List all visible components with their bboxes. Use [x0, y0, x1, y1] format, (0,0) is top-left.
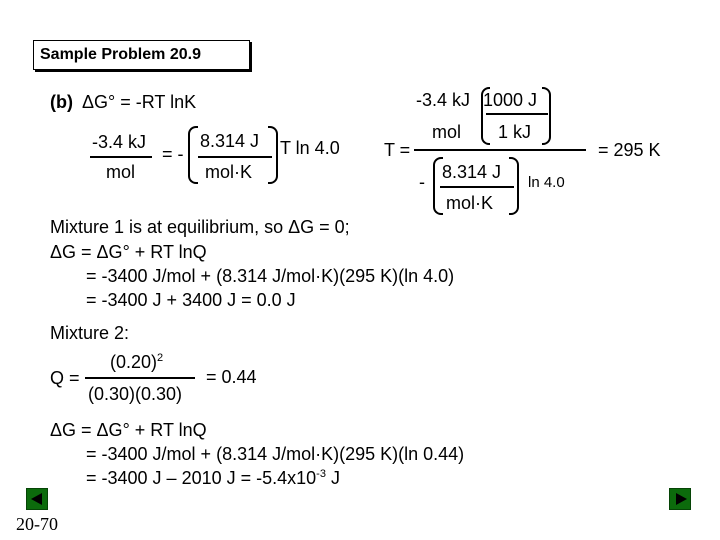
t-label: T =	[384, 140, 411, 160]
lnk-den2: mol·K	[205, 162, 253, 182]
paren-right	[268, 126, 278, 184]
mixture2-heading: Mixture 2:	[50, 323, 130, 343]
t-num-a: -3.4 kJ	[416, 90, 471, 110]
t-r-num: 8.314 J	[442, 162, 502, 182]
fraction-bar	[486, 113, 548, 115]
t-ln: ln 4.0	[528, 174, 565, 191]
problem-title: Sample Problem 20.9	[33, 40, 250, 70]
page-number: 20-70	[16, 514, 58, 534]
paren-right	[509, 157, 519, 215]
t-r-den: mol·K	[446, 193, 494, 213]
part-label: (b)	[50, 92, 73, 112]
fraction-bar	[440, 186, 514, 188]
mixture1-line1: Mixture 1 is at equilibrium, so ΔG = 0;	[50, 217, 350, 237]
fraction-bar	[198, 156, 272, 158]
previous-slide-button[interactable]	[26, 488, 48, 510]
lnk-num1: -3.4 kJ	[92, 132, 147, 152]
t-num-b: 1000 J	[483, 90, 538, 110]
lnk-tail: T ln 4.0	[280, 138, 340, 158]
fraction-bar	[85, 377, 195, 379]
q-label: Q =	[50, 368, 80, 388]
lnk-num2: 8.314 J	[200, 131, 260, 151]
t-den-a: mol	[432, 122, 462, 142]
paren-left	[188, 126, 198, 184]
paren-right	[542, 87, 551, 145]
main-fraction-bar	[414, 149, 586, 151]
mixture1-line2: ΔG = ΔG° + RT lnQ	[50, 242, 207, 262]
q-result: = 0.44	[206, 367, 257, 387]
lnk-eq-minus: = -	[162, 144, 184, 164]
gibbs-equation: ΔG° = -RT lnK	[82, 92, 197, 112]
next-slide-button[interactable]	[669, 488, 691, 510]
q-denominator: (0.30)(0.30)	[88, 384, 183, 404]
t-minus: -	[419, 172, 425, 192]
t-result: = 295 K	[598, 140, 661, 160]
q-numerator: $(0.20)^2$	[110, 352, 164, 372]
mixture2-line3: = -3400 J/mol + (8.314 J/mol·K)(295 K)(ln 0.44)	[86, 444, 465, 464]
lnk-den1: mol	[106, 162, 136, 182]
mixture1-line3: = -3400 J/mol + (8.314 J/mol·K)(295 K)(ln 4.0)	[86, 266, 455, 286]
t-den-b: 1 kJ	[498, 122, 532, 142]
mixture1-line4: = -3400 J + 3400 J = 0.0 J	[86, 290, 296, 310]
fraction-bar	[90, 156, 152, 158]
mixture2-line2: ΔG = ΔG° + RT lnQ	[50, 420, 207, 440]
mixture2-line4: = -3400 J – 2010 $J = -5.4x10^{-3}$ J	[86, 468, 340, 488]
